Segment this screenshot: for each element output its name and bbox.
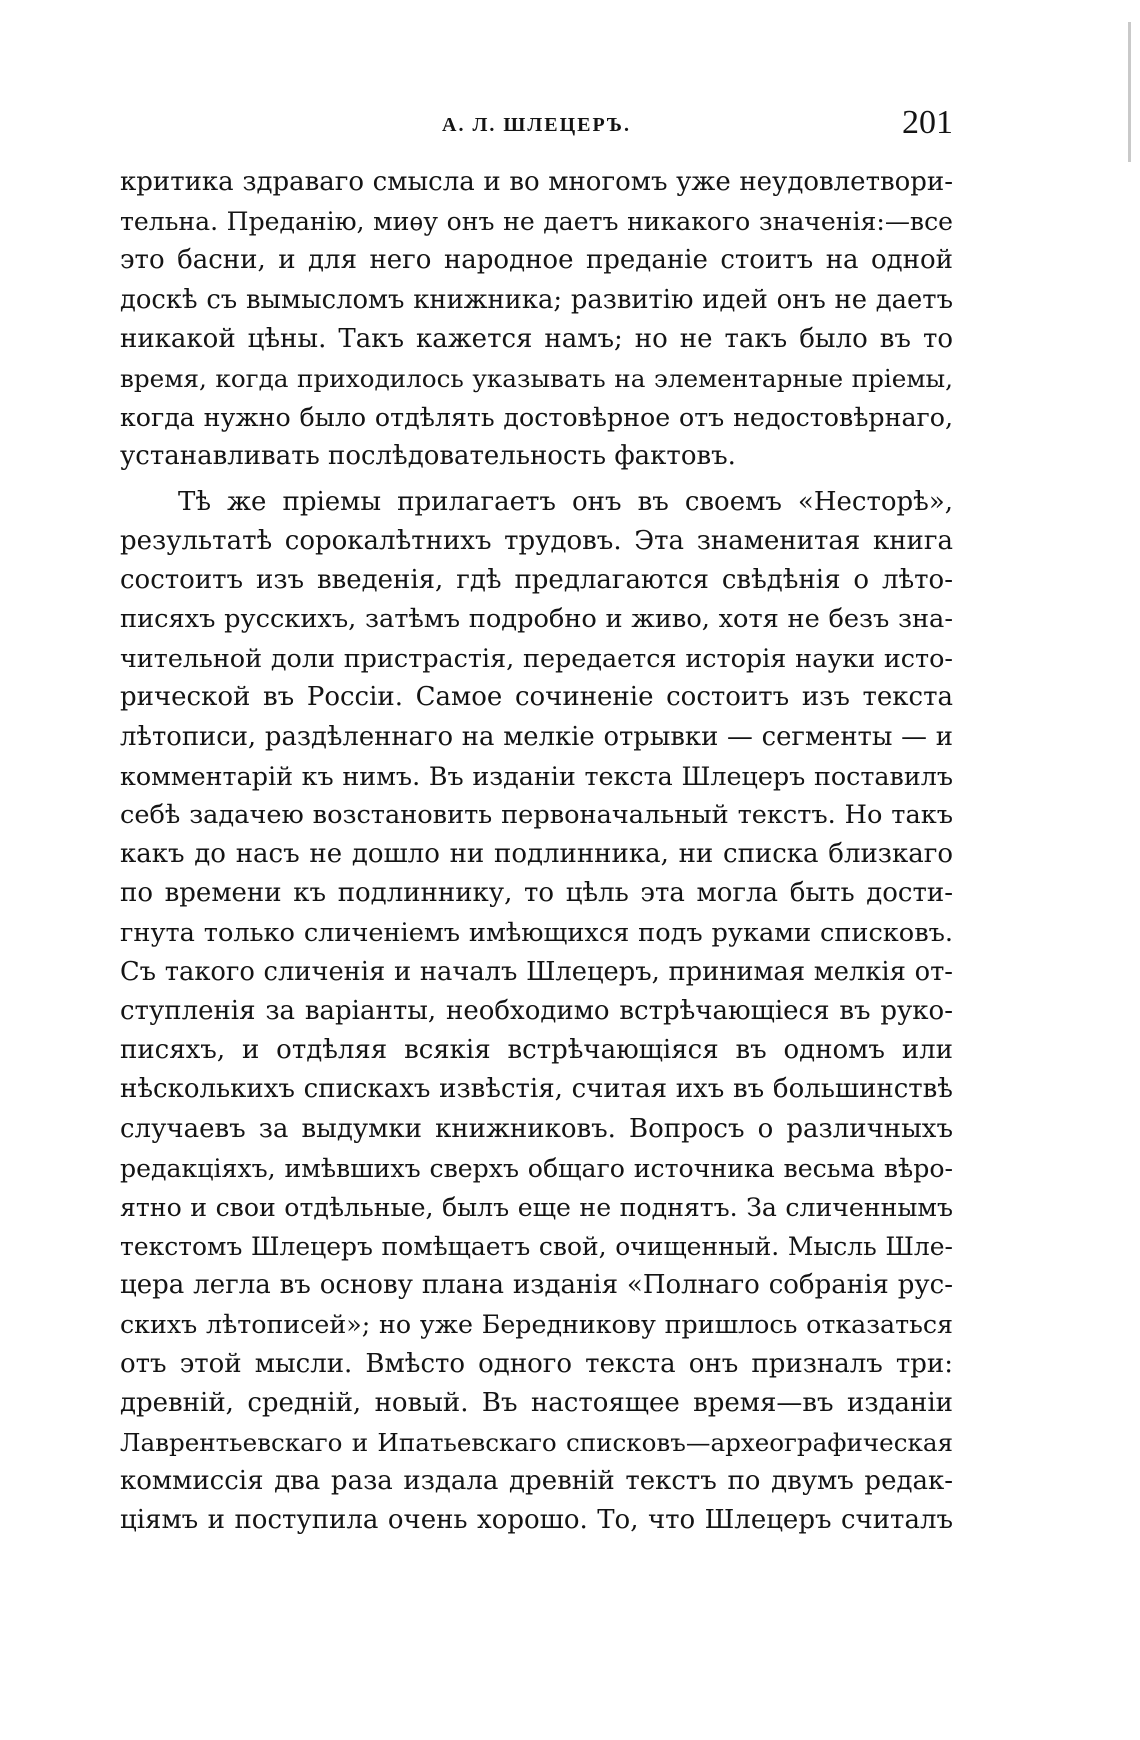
text-line: тельна. Преданію, миѳу онъ не даетъ никакого значенія:—все bbox=[120, 207, 953, 237]
paragraph-2 bbox=[120, 483, 953, 1541]
text-line: гнута только сличеніемъ имѣющихся подъ руками списковъ. bbox=[120, 917, 953, 948]
text-line: доскѣ съ вымысломъ книжника; развитію идей онъ не даетъ bbox=[120, 284, 953, 315]
text-line: скихъ лѣтописей»; но уже Бередникову пришлось отказаться bbox=[120, 1310, 953, 1340]
text-line: критика здраваго смысла и во многомъ уже неудовлетвори- bbox=[120, 167, 953, 197]
paragraph-1 bbox=[120, 163, 953, 477]
text-line: никакой цѣны. Такъ кажется намъ; но не такъ было въ то bbox=[120, 323, 953, 354]
text-line: цера легла въ основу плана изданія «Полнаго собранія рус- bbox=[120, 1270, 953, 1301]
text-line: древній, средній, новый. Въ настоящее время—въ изданіи bbox=[120, 1387, 953, 1418]
running-title: А. Л. ШЛЕЦЕРЪ. bbox=[442, 114, 631, 136]
text-line: устанавливать послѣдовательность фактовъ. bbox=[120, 441, 736, 472]
text-line: чительной доли пристрастія, передается исторія науки исто- bbox=[120, 643, 953, 674]
text-line: нѣсколькихъ спискахъ извѣстія, считая ихъ въ большинствѣ bbox=[120, 1074, 953, 1105]
text-line: ціямъ и поступила очень хорошо. То, что Шлецеръ считалъ bbox=[120, 1505, 953, 1536]
text-line: комментарій къ нимъ. Въ изданіи текста Шлецеръ поставилъ bbox=[120, 760, 953, 791]
text-line: случаевъ за выдумки книжниковъ. Вопросъ о различныхъ bbox=[120, 1113, 953, 1144]
text-line: коммиссія два раза издала древній текстъ по двумъ редак- bbox=[120, 1466, 953, 1497]
text-line: время, когда приходилось указывать на элементарные пріемы, bbox=[120, 363, 953, 393]
text-line: рической въ Россіи. Самое сочиненіе состоитъ изъ текста bbox=[120, 682, 953, 713]
text-line: редакціяхъ, имѣвшихъ сверхъ общаго источника весьма вѣро- bbox=[120, 1153, 953, 1183]
page-number: 201 bbox=[902, 104, 953, 141]
text-line: писяхъ, и отдѣляя всякія встрѣчающіяся въ одномъ или bbox=[120, 1035, 953, 1066]
text-line: какъ до насъ не дошло ни подлинника, ни списка близкаго bbox=[120, 839, 953, 870]
text-line: когда нужно было отдѣлять достовѣрное отъ недостовѣрнаго, bbox=[120, 403, 953, 433]
text-line: по времени къ подлиннику, то цѣль эта могла быть дости- bbox=[120, 878, 953, 909]
text-line: ятно и свои отдѣльные, былъ еще не поднятъ. За сличеннымъ bbox=[120, 1192, 953, 1222]
page-edge-mark bbox=[1128, 22, 1131, 162]
text-line: Съ такого сличенія и началъ Шлецеръ, принимая мелкія от- bbox=[120, 956, 953, 987]
text-line: лѣтописи, раздѣленнаго на мелкіе отрывки — сегменты — и bbox=[120, 721, 953, 752]
text-line: писяхъ русскихъ, затѣмъ подробно и живо, хотя не безъ зна- bbox=[120, 604, 953, 635]
text-line: текстомъ Шлецеръ помѣщаетъ свой, очищенный. Мысль Шле- bbox=[120, 1232, 953, 1262]
text-line: состоитъ изъ введенія, гдѣ предлагаются свѣдѣнія о лѣто- bbox=[120, 564, 953, 595]
text-line: результатѣ сорокалѣтнихъ трудовъ. Эта знаменитая книга bbox=[120, 525, 953, 556]
running-head bbox=[120, 104, 953, 144]
text-line: ступленія за варіанты, необходимо встрѣчающіеся въ руко- bbox=[120, 995, 953, 1026]
text-line: отъ этой мысли. Вмѣсто одного текста онъ призналъ три: bbox=[120, 1348, 953, 1379]
body-text bbox=[120, 163, 953, 1541]
text-line: это басни, и для него народное преданіе стоитъ на одной bbox=[120, 245, 953, 276]
text-line: себѣ задачею возстановить первоначальный текстъ. Но такъ bbox=[120, 800, 953, 830]
text-line: Тѣ же пріемы прилагаетъ онъ въ своемъ «Несторѣ», bbox=[178, 486, 953, 517]
text-line: Лаврентьевскаго и Ипатьевскаго списковъ—археографическая bbox=[120, 1428, 953, 1457]
